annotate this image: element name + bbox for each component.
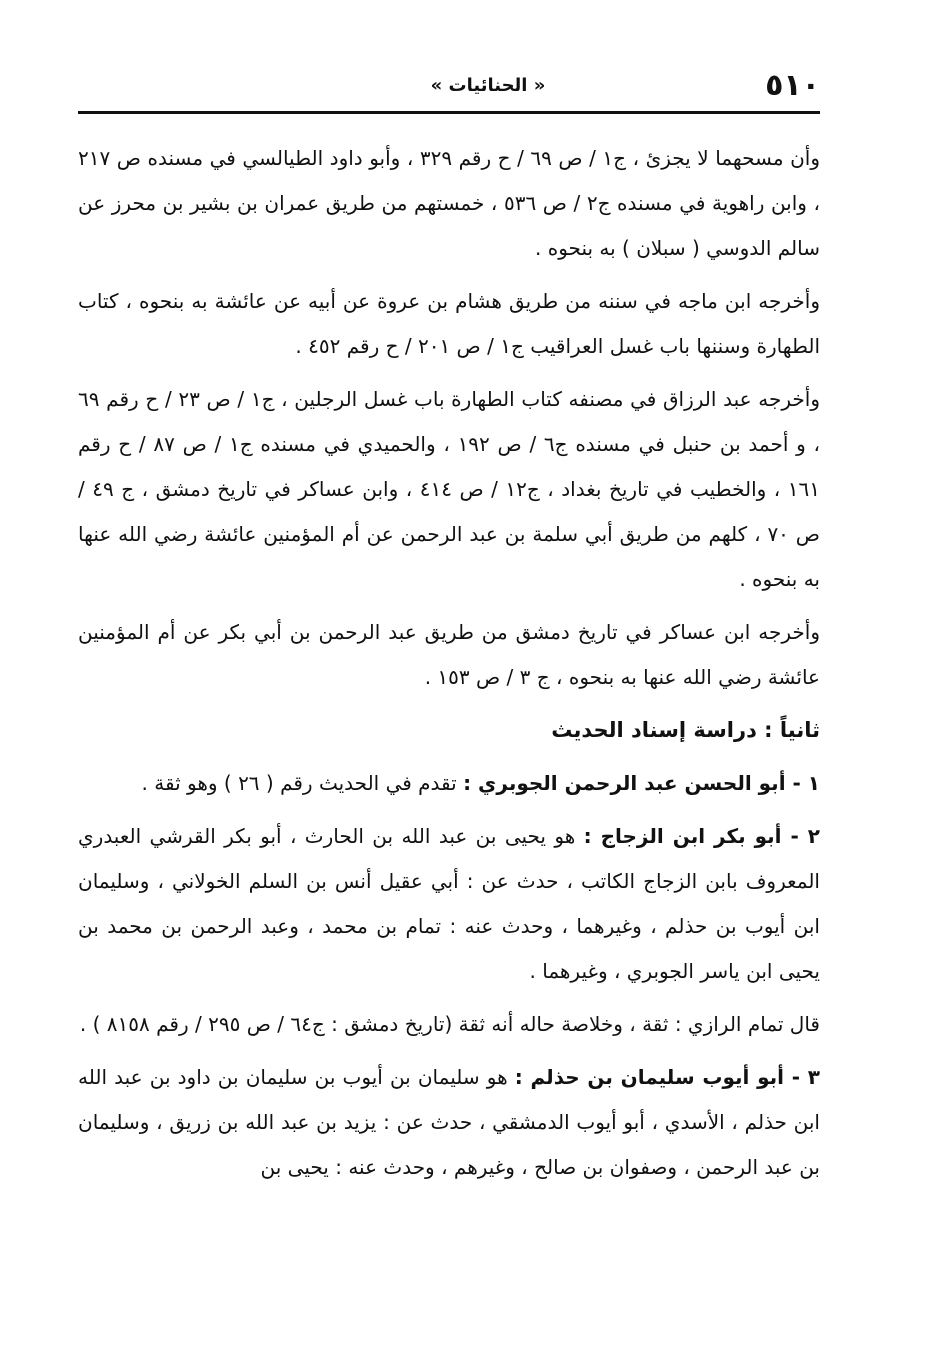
header-divider [78, 111, 820, 114]
narrator-name: ٢ - أبو بكر ابن الزجاج : [583, 824, 820, 848]
narrator-entry-3 [78, 1055, 820, 1190]
narrator-entry-1 [78, 761, 820, 806]
narrator-description: هو يحيى بن عبد الله بن الحارث ، أبو بكر القرشي العبدري المعروف بابن الزجاج الكاتب ، حدث عن : أبي عقيل أنس بن السلم الخولاني ، وسليمان ابن أيوب بن حذلم ، وغيرهما ، وحدث عنه : تمام بن محمد ، وعبد الرحمن بن محمد بن يحيى ابن ياسر الجوبري ، وغيرهما . [78, 824, 820, 983]
takhrij-paragraph-3: وأخرجه عبد الرزاق في مصنفه كتاب الطهارة باب غسل الرجلين ، ج١ / ص ٢٣ / ح رقم ٦٩ ، و أحمد بن حنبل في مسنده ج٦ / ص ١٩٢ ، والحميدي في مسنده ج١ / ص ٨٧ / ح رقم ١٦١ ، والخطيب في تاريخ بغداد ، ج١٢ / ص ٤١٤ ، وابن عساكر في تاريخ دمشق ، ج ٤٩ / ص ٧٠ ، كلهم من طريق أبي سلمة بن عبد الرحمن عن أم المؤمنين عائشة رضي الله عنها به بنحوه . [78, 387, 820, 591]
page-body [78, 136, 820, 1198]
takhrij-paragraph-4: وأخرجه ابن عساكر في تاريخ دمشق من طريق عبد الرحمن بن أبي بكر عن أم المؤمنين عائشة رضي الله عنها به بنحوه ، ج ٣ / ص ١٥٣ . [78, 620, 820, 689]
takhrij-paragraph-1: وأن مسحهما لا يجزئ ، ج١ / ص ٦٩ / ح رقم ٣٢٩ ، وأبو داود الطيالسي في مسنده ص ٢١٧ ، وابن راهوية في مسنده ج٢ / ص ٥٣٦ ، خمستهم من طريق عمران بن بشير بن محرز عن سالم الدوسي ( سبلان ) به بنحوه . [78, 146, 820, 260]
narrator-grading-text: قال تمام الرازي : ثقة ، وخلاصة حاله أنه ثقة (تاريخ دمشق : ج٦٤ / ص ٢٩٥ / رقم ٨١٥٨ ) . [79, 1012, 820, 1036]
narrator-description: تقدم في الحديث رقم ( ٢٦ ) وهو ثقة . [141, 771, 464, 795]
narrator-name: ٣ - أبو أيوب سليمان بن حذلم : [514, 1065, 820, 1089]
page-number: ٥١٠ [765, 68, 820, 103]
running-title: « الحنائيات » [430, 75, 546, 96]
section-heading: ثانياً : دراسة إسناد الحديث [551, 718, 820, 742]
narrator-description: هو سليمان بن أيوب بن سليمان بن داود بن عبد الله ابن حذلم ، الأسدي ، أبو أيوب الدمشقي ، حدث عن : يزيد بن عبد الله بن زريق ، وسليمان بن عبد الرحمن ، وصفوان بن صالح ، وغيرهم ، وحدث عنه : يحيى بن [78, 1065, 820, 1179]
narrator-entry-2 [78, 814, 820, 994]
narrator-grading [78, 1002, 820, 1047]
page-header [78, 68, 820, 108]
narrator-name: ١ - أبو الحسن عبد الرحمن الجوبري : [463, 771, 820, 795]
takhrij-paragraph-2: وأخرجه ابن ماجه في سننه من طريق هشام بن عروة عن أبيه عن عائشة به بنحوه ، كتاب الطهارة وسننها باب غسل العراقيب ج١ / ص ٢٠١ / ح رقم ٤٥٢ . [78, 289, 820, 358]
